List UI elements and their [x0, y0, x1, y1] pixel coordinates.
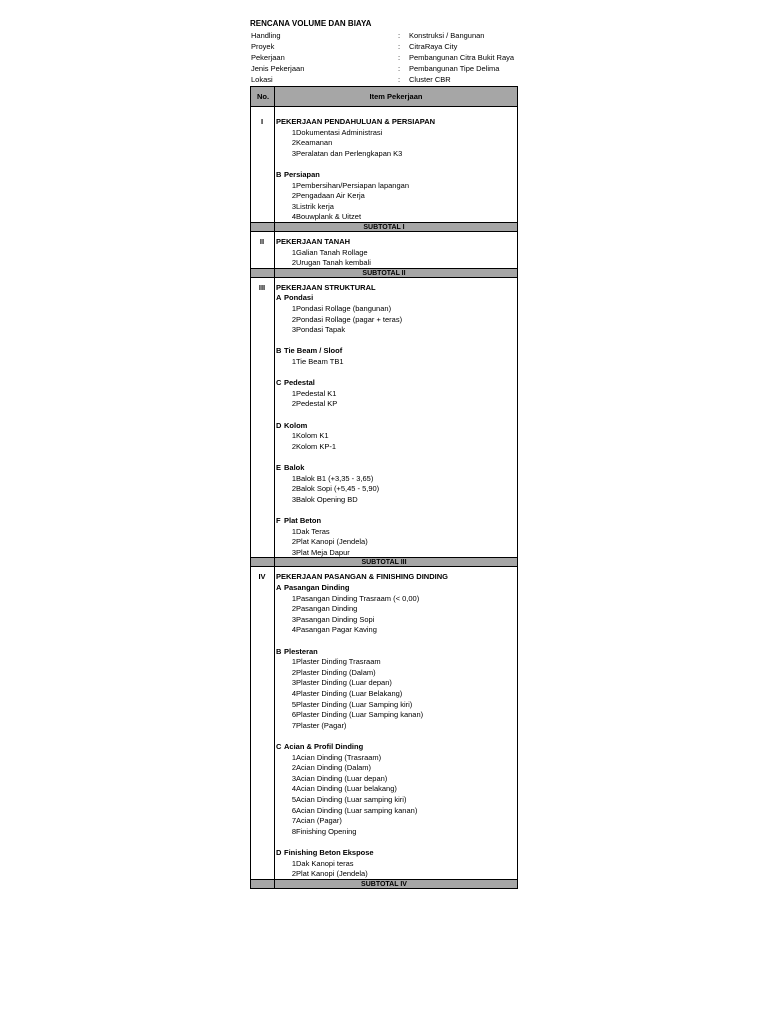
item-row — [250, 815, 518, 826]
item-name: Acian Dinding (Dalam) — [296, 763, 372, 773]
document-title: RENCANA VOLUME DAN BIAYA — [250, 19, 372, 28]
item-name: Acian Dinding (Luar samping kanan) — [296, 805, 418, 815]
group-letter: C — [276, 742, 282, 751]
group-row — [250, 741, 518, 752]
item-name: Plaster Dinding (Luar Samping kanan) — [296, 710, 424, 720]
group-row — [250, 169, 518, 180]
group-letter: E — [276, 463, 282, 472]
group-row — [250, 420, 518, 431]
item-row — [250, 441, 518, 452]
group-row — [250, 345, 518, 356]
group-row — [250, 462, 518, 473]
item-name: Finishing Opening — [296, 826, 357, 836]
section-title: PEKERJAAN PASANGAN & FINISHING DINDING — [276, 572, 448, 582]
item-number: 1 — [291, 431, 296, 441]
item-row — [250, 826, 518, 837]
info-separator: : — [398, 42, 401, 51]
item-row — [250, 137, 518, 148]
item-number: 7 — [291, 816, 296, 826]
info-separator: : — [398, 53, 401, 62]
table-border — [274, 86, 275, 889]
group-letter: A — [276, 293, 282, 303]
item-row — [250, 148, 518, 159]
item-number: 1 — [291, 127, 296, 137]
item-name: Plaster (Pagar) — [296, 720, 347, 730]
item-number: 1 — [291, 473, 296, 483]
item-name: Plaster Dinding Trasraam — [296, 657, 381, 667]
info-label: Pekerjaan — [251, 53, 285, 62]
section-title: PEKERJAAN STRUKTURAL — [276, 282, 376, 292]
item-number: 2 — [291, 314, 296, 324]
item-name: Acian Dinding (Luar samping kiri) — [296, 795, 407, 804]
group-name: Pasangan Dinding — [284, 583, 350, 592]
group-letter: D — [276, 420, 282, 430]
section-title: PEKERJAAN PENDAHULUAN & PERSIAPAN — [276, 117, 436, 126]
item-row — [250, 314, 518, 325]
group-name: Tie Beam / Sloof — [284, 346, 343, 356]
subtotal-row: SUBTOTAL III — [250, 557, 518, 567]
section-number: III — [258, 282, 266, 292]
item-row — [250, 614, 518, 625]
item-name: Pasangan Dinding — [296, 604, 358, 614]
item-name: Pasangan Pagar Kaving — [296, 625, 377, 635]
item-number: 2 — [291, 537, 296, 547]
item-row — [250, 773, 518, 784]
info-label: Jenis Pekerjaan — [251, 64, 305, 73]
subtotal-row: SUBTOTAL I — [250, 222, 518, 232]
item-row — [250, 356, 518, 367]
item-number: 1 — [291, 752, 296, 762]
item-row — [250, 699, 518, 710]
item-number: 1 — [291, 357, 296, 366]
item-row — [250, 303, 518, 314]
info-row — [250, 74, 518, 85]
work-items-table — [250, 86, 518, 889]
item-number: 1 — [291, 593, 296, 603]
item-name: Dokumentasi Administrasi — [296, 127, 383, 137]
item-name: Pembersihan/Persiapan lapangan — [296, 180, 409, 190]
item-row — [250, 526, 518, 537]
info-row — [250, 52, 518, 63]
item-name: Dak Kanopi teras — [296, 858, 354, 868]
section-row — [250, 236, 518, 247]
info-row — [250, 63, 518, 74]
group-name: Plesteran — [284, 646, 318, 656]
item-row — [250, 656, 518, 667]
item-name: Kolom K1 — [296, 431, 329, 441]
subtotal-row: SUBTOTAL II — [250, 268, 518, 278]
item-row — [250, 388, 518, 399]
item-row — [250, 794, 518, 805]
project-info — [250, 30, 518, 85]
item-row — [250, 211, 518, 222]
item-row — [250, 430, 518, 441]
item-name: Pondasi Tapak — [296, 325, 346, 335]
info-value: CitraRaya City — [409, 42, 458, 51]
item-row — [250, 762, 518, 773]
info-separator: : — [398, 31, 401, 40]
info-value: Pembangunan Citra Bukit Raya — [409, 53, 515, 62]
group-letter: B — [276, 346, 282, 356]
item-name: Pengadaan Air Kerja — [296, 191, 365, 201]
item-name: Plaster Dinding (Luar depan) — [296, 678, 392, 688]
item-row — [250, 494, 518, 505]
section-number: IV — [258, 572, 266, 582]
group-name: Balok — [284, 463, 305, 472]
item-name: Peralatan dan Perlengkapan K3 — [296, 148, 403, 158]
item-name: Acian Dinding (Luar belakang) — [296, 784, 397, 794]
info-value: Pembangunan Tipe Delima — [409, 64, 500, 73]
subtotal-row: SUBTOTAL IV — [250, 879, 518, 889]
info-row — [250, 30, 518, 41]
item-row — [250, 324, 518, 335]
item-name: Plaster Dinding (Luar Belakang) — [296, 689, 403, 698]
group-letter: B — [276, 646, 282, 656]
group-letter: A — [276, 583, 282, 592]
item-row — [250, 603, 518, 614]
column-header-no: No. — [256, 92, 270, 101]
item-number: 2 — [291, 441, 296, 451]
item-name: Balok B1 (+3,35 - 3,65) — [296, 473, 374, 483]
item-name: Acian Dinding (Luar depan) — [296, 773, 388, 783]
item-number: 2 — [291, 604, 296, 614]
section-row — [250, 116, 518, 127]
item-number: 6 — [291, 710, 296, 720]
item-name: Plat Kanopi (Jendela) — [296, 869, 368, 879]
item-number: 2 — [291, 138, 296, 148]
group-letter: D — [276, 848, 282, 857]
group-name: Acian & Profil Dinding — [284, 742, 364, 751]
item-row — [250, 677, 518, 688]
item-number: 2 — [291, 869, 296, 879]
item-number: 2 — [291, 191, 296, 201]
group-letter: B — [276, 170, 282, 179]
item-number: 2 — [291, 484, 296, 494]
group-letter: F — [276, 516, 281, 525]
item-name: Kolom KP-1 — [296, 441, 337, 451]
item-number: 3 — [291, 678, 296, 688]
item-number: 1 — [291, 304, 296, 313]
item-number: 4 — [291, 689, 296, 698]
group-row — [250, 582, 518, 593]
table-border — [250, 86, 251, 889]
item-number: 3 — [291, 773, 296, 783]
section-number: II — [259, 237, 265, 246]
group-row — [250, 847, 518, 858]
item-row — [250, 667, 518, 678]
item-row — [250, 201, 518, 212]
item-name: Plat Meja Dapur — [296, 547, 350, 557]
item-name: Listrik kerja — [296, 201, 334, 211]
info-row — [250, 41, 518, 52]
item-number: 1 — [291, 858, 296, 868]
item-number: 4 — [291, 784, 296, 794]
item-row — [250, 473, 518, 484]
group-row — [250, 292, 518, 303]
item-name: Keamanan — [296, 138, 333, 148]
item-number: 3 — [291, 201, 296, 211]
info-separator: : — [398, 75, 401, 84]
column-header-item: Item Pekerjaan — [369, 92, 423, 101]
item-number: 1 — [291, 657, 296, 667]
section-row — [250, 282, 518, 293]
info-label: Proyek — [251, 42, 275, 51]
info-separator: : — [398, 64, 401, 73]
item-name: Acian (Pagar) — [296, 816, 342, 826]
item-row — [250, 483, 518, 494]
item-name: Dak Teras — [296, 526, 330, 536]
item-row — [250, 624, 518, 635]
item-name: Urugan Tanah kembali — [296, 258, 371, 268]
group-name: Pedestal — [284, 378, 315, 388]
info-label: Lokasi — [251, 75, 273, 84]
item-row — [250, 547, 518, 558]
item-name: Plaster Dinding (Dalam) — [296, 667, 376, 677]
item-name: Plaster Dinding (Luar Samping kiri) — [296, 699, 413, 709]
item-number: 1 — [291, 180, 296, 190]
item-name: Pedestal KP — [296, 399, 338, 409]
item-row — [250, 536, 518, 547]
item-number: 1 — [291, 247, 296, 257]
item-name: Galian Tanah Rollage — [296, 247, 368, 257]
table-header — [250, 86, 518, 107]
item-row — [250, 257, 518, 268]
section-title: PEKERJAAN TANAH — [276, 237, 351, 246]
group-name: Plat Beton — [284, 516, 322, 525]
group-letter: C — [276, 378, 282, 388]
table-border — [517, 86, 518, 889]
item-number: 5 — [291, 795, 296, 804]
info-label: Handling — [251, 31, 281, 40]
item-number: 3 — [291, 325, 296, 335]
item-row — [250, 247, 518, 258]
item-number: 4 — [291, 625, 296, 635]
section-number: I — [260, 117, 264, 126]
section-row — [250, 571, 518, 582]
item-name: Pedestal K1 — [296, 388, 337, 398]
item-row — [250, 783, 518, 794]
item-row — [250, 593, 518, 604]
group-row — [250, 646, 518, 657]
item-row — [250, 868, 518, 879]
item-row — [250, 805, 518, 816]
item-name: Pondasi Rollage (pagar + teras) — [296, 314, 403, 324]
item-number: 3 — [291, 494, 296, 504]
item-row — [250, 752, 518, 763]
item-row — [250, 127, 518, 138]
item-number: 2 — [291, 258, 296, 268]
item-number: 1 — [291, 388, 296, 398]
item-number: 2 — [291, 667, 296, 677]
group-name: Finishing Beton Ekspose — [284, 848, 374, 857]
item-row — [250, 688, 518, 699]
item-number: 3 — [291, 614, 296, 624]
item-name: Acian Dinding (Trasraam) — [296, 752, 382, 762]
item-row — [250, 180, 518, 191]
item-number: 2 — [291, 763, 296, 773]
item-number: 5 — [291, 699, 296, 709]
item-row — [250, 858, 518, 869]
item-number: 3 — [291, 148, 296, 158]
item-number: 7 — [291, 720, 296, 730]
item-row — [250, 720, 518, 731]
group-name: Pondasi — [284, 293, 314, 303]
item-name: Tie Beam TB1 — [296, 357, 344, 366]
item-number: 4 — [291, 212, 296, 222]
item-name: Balok Opening BD — [296, 494, 358, 504]
group-row — [250, 515, 518, 526]
item-name: Pasangan Dinding Trasraam (< 0,00) — [296, 593, 420, 603]
item-name: Balok Sopi (+5,45 - 5,90) — [296, 484, 380, 494]
item-number: 3 — [291, 547, 296, 557]
info-value: Cluster CBR — [409, 75, 451, 84]
item-name: Pondasi Rollage (bangunan) — [296, 304, 392, 313]
item-name: Pasangan Dinding Sopi — [296, 614, 375, 624]
item-number: 6 — [291, 805, 296, 815]
rab-document — [250, 18, 518, 888]
group-name: Kolom — [284, 420, 308, 430]
item-name: Bouwplank & Uitzet — [296, 212, 362, 222]
item-row — [250, 709, 518, 720]
info-value: Konstruksi / Bangunan — [409, 31, 485, 40]
group-name: Persiapan — [284, 170, 320, 179]
item-row — [250, 398, 518, 409]
item-name: Plat Kanopi (Jendela) — [296, 537, 368, 547]
item-number: 8 — [291, 826, 296, 836]
group-row — [250, 377, 518, 388]
item-number: 2 — [291, 399, 296, 409]
item-row — [250, 190, 518, 201]
item-number: 1 — [291, 526, 296, 536]
